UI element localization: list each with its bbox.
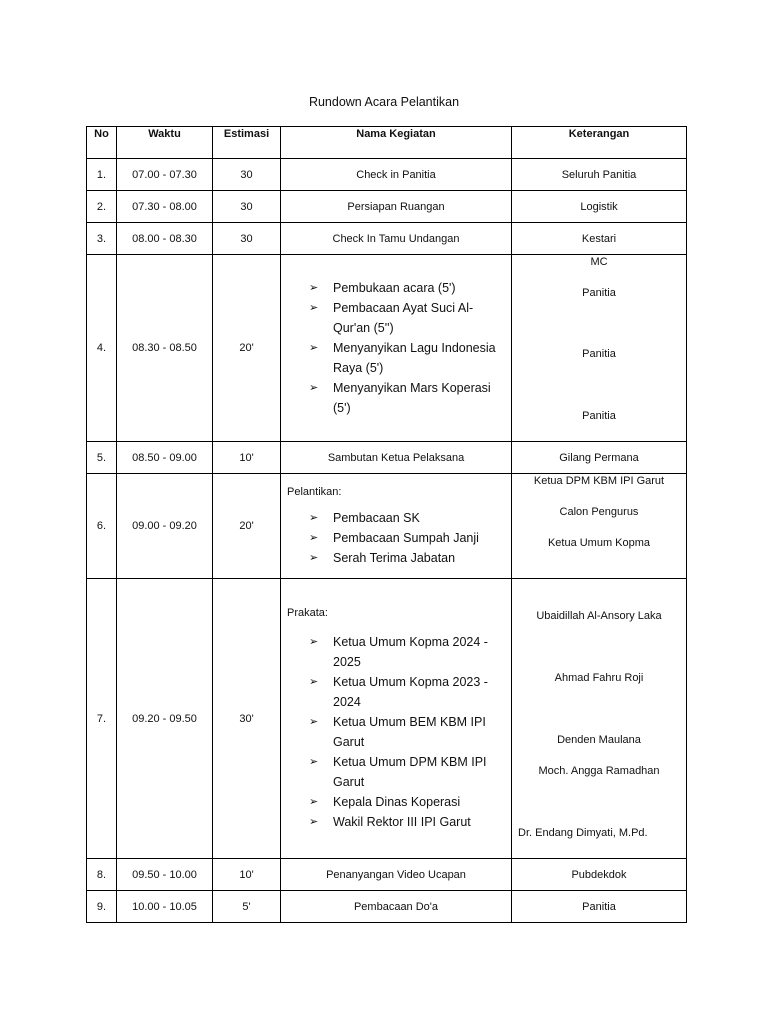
header-waktu: Waktu [117, 127, 213, 159]
cell-no: 8. [87, 859, 117, 891]
rundown-table [86, 126, 687, 923]
cell-waktu: 07.30 - 08.00 [117, 191, 213, 223]
cell-waktu: 08.00 - 08.30 [117, 223, 213, 255]
table-row [87, 859, 687, 891]
list-item: ➢ Menyanyikan Lagu Indonesia Raya (5') [309, 338, 499, 378]
table-header-row [87, 127, 687, 159]
cell-kegiatan-list [281, 255, 512, 442]
cell-kegiatan: Persiapan Ruangan [281, 191, 512, 223]
arrow-bullet-icon: ➢ [309, 382, 319, 394]
note-text: Calon Pengurus [559, 506, 639, 518]
header-no: No [87, 127, 117, 159]
cell-kegiatan: Penanyangan Video Ucapan [281, 859, 512, 891]
arrow-bullet-icon: ➢ [309, 532, 319, 544]
list-item: ➢ Pembacaan SK [309, 508, 511, 528]
list-item: ➢ Ketua Umum DPM KBM IPI Garut [309, 752, 499, 792]
cell-kegiatan: Pembacaan Do'a [281, 891, 512, 923]
table-row [87, 191, 687, 223]
cell-no: 9. [87, 891, 117, 923]
note-text: Ahmad Fahru Roji [554, 672, 644, 684]
cell-no: 1. [87, 159, 117, 191]
note-text: Ubaidillah Al-Ansory Laka [536, 610, 662, 622]
arrow-bullet-icon: ➢ [309, 512, 319, 524]
list-item: ➢ Ketua Umum Kopma 2023 - 2024 [309, 672, 499, 712]
cell-keterangan-list [512, 474, 687, 579]
cell-estimasi: 10' [213, 442, 281, 474]
list-item: ➢ Serah Terima Jabatan [309, 548, 511, 568]
cell-waktu: 08.50 - 09.00 [117, 442, 213, 474]
activity-list [281, 619, 511, 832]
table-row [87, 891, 687, 923]
list-item: ➢ Ketua Umum Kopma 2024 - 2025 [309, 632, 499, 672]
cell-keterangan: Kestari [512, 223, 687, 255]
arrow-bullet-icon: ➢ [309, 636, 319, 648]
list-item: ➢ Kepala Dinas Koperasi [309, 792, 499, 812]
cell-no: 5. [87, 442, 117, 474]
cell-waktu: 09.20 - 09.50 [117, 579, 213, 859]
arrow-bullet-icon: ➢ [309, 796, 319, 808]
cell-no: 4. [87, 255, 117, 442]
cell-keterangan: Gilang Permana [512, 442, 687, 474]
cell-waktu: 07.00 - 07.30 [117, 159, 213, 191]
arrow-bullet-icon: ➢ [309, 282, 319, 294]
cell-waktu: 09.50 - 10.00 [117, 859, 213, 891]
note-text: Moch. Angga Ramadhan [538, 765, 660, 777]
cell-waktu: 10.00 - 10.05 [117, 891, 213, 923]
note-text: Ketua DPM KBM IPI Garut [533, 475, 665, 487]
document-title: Rundown Acara Pelantikan [308, 95, 460, 109]
cell-no: 7. [87, 579, 117, 859]
note-text: Denden Maulana [557, 734, 641, 746]
arrow-bullet-icon: ➢ [309, 676, 319, 688]
list-item: ➢ Ketua Umum BEM KBM IPI Garut [309, 712, 499, 752]
cell-estimasi: 30 [213, 191, 281, 223]
arrow-bullet-icon: ➢ [309, 342, 319, 354]
table-row [87, 474, 687, 579]
cell-kegiatan: Sambutan Ketua Pelaksana [281, 442, 512, 474]
arrow-bullet-icon: ➢ [309, 816, 319, 828]
cell-no: 6. [87, 474, 117, 579]
cell-keterangan: Seluruh Panitia [512, 159, 687, 191]
note-text: MC [590, 256, 608, 268]
table-row [87, 159, 687, 191]
cell-estimasi: 10' [213, 859, 281, 891]
cell-kegiatan: Check in Panitia [281, 159, 512, 191]
table-row [87, 223, 687, 255]
cell-waktu: 09.00 - 09.20 [117, 474, 213, 579]
cell-estimasi: 20' [213, 255, 281, 442]
cell-kegiatan: Check In Tamu Undangan [281, 223, 512, 255]
list-item: ➢ Pembacaan Ayat Suci Al-Qur'an (5'') [309, 298, 499, 338]
cell-keterangan-list [512, 255, 687, 442]
note-text: Panitia [582, 410, 616, 422]
cell-estimasi: 30 [213, 223, 281, 255]
header-keterangan: Keterangan [512, 127, 687, 159]
arrow-bullet-icon: ➢ [309, 716, 319, 728]
cell-keterangan: Logistik [512, 191, 687, 223]
cell-estimasi: 20' [213, 474, 281, 579]
activity-list [281, 498, 511, 568]
header-nama-kegiatan: Nama Kegiatan [281, 127, 512, 159]
cell-estimasi: 5' [213, 891, 281, 923]
note-text: Ketua Umum Kopma [547, 537, 651, 549]
activity-list [281, 278, 511, 418]
header-estimasi: Estimasi [213, 127, 281, 159]
table-row [87, 579, 687, 859]
cell-no: 2. [87, 191, 117, 223]
cell-kegiatan-list [281, 474, 512, 579]
cell-keterangan: Pubdekdok [512, 859, 687, 891]
cell-waktu: 08.30 - 08.50 [117, 255, 213, 442]
cell-no: 3. [87, 223, 117, 255]
cell-keterangan-list [512, 579, 687, 859]
arrow-bullet-icon: ➢ [309, 302, 319, 314]
table-row [87, 442, 687, 474]
note-text: Dr. Endang Dimyati, M.Pd. [518, 827, 648, 839]
section-intro: Pelantikan: [287, 486, 342, 498]
arrow-bullet-icon: ➢ [309, 552, 319, 564]
list-item: ➢ Menyanyikan Mars Koperasi (5') [309, 378, 499, 418]
cell-keterangan: Panitia [512, 891, 687, 923]
cell-kegiatan-list [281, 579, 512, 859]
arrow-bullet-icon: ➢ [309, 756, 319, 768]
cell-estimasi: 30' [213, 579, 281, 859]
note-text: Panitia [582, 287, 616, 299]
list-item: ➢ Pembukaan acara (5') [309, 278, 499, 298]
list-item: ➢ Pembacaan Sumpah Janji [309, 528, 511, 548]
cell-estimasi: 30 [213, 159, 281, 191]
table-row [87, 255, 687, 442]
list-item: ➢ Wakil Rektor III IPI Garut [309, 812, 499, 832]
section-intro: Prakata: [287, 607, 328, 619]
note-text: Panitia [582, 348, 616, 360]
